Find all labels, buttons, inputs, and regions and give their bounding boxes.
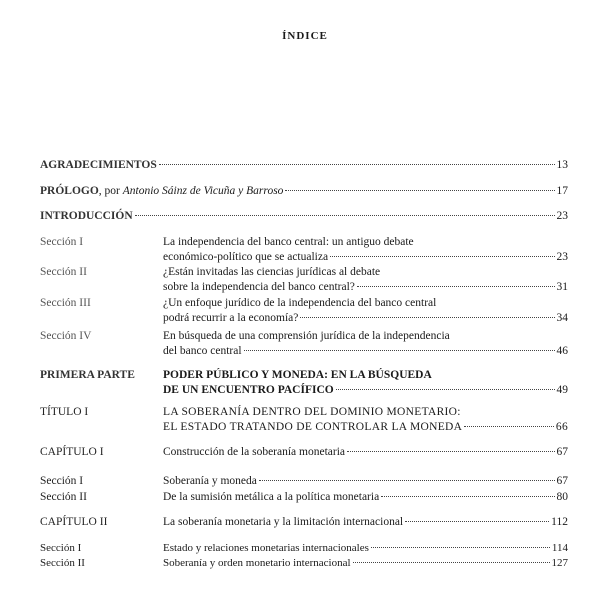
entry-line2: DE UN ENCUENTRO PACÍFICO xyxy=(163,384,334,396)
section-label: Sección I xyxy=(40,475,84,487)
section-label: Sección III xyxy=(40,297,91,309)
page-number: 17 xyxy=(556,185,568,197)
entry-text: PRÓLOGO xyxy=(40,185,99,197)
page-number: 49 xyxy=(556,384,568,396)
page-number: 34 xyxy=(556,312,568,324)
dot-leader xyxy=(464,426,554,427)
dot-leader xyxy=(259,480,555,481)
entry-line2: del banco central xyxy=(163,345,242,357)
dot-leader xyxy=(300,317,554,318)
page-number: 127 xyxy=(551,557,568,569)
page-number: 66 xyxy=(555,421,568,433)
entry-line1: LA SOBERANÍA DENTRO DEL DOMINIO MONETARIO: xyxy=(163,406,461,418)
section-label: Sección IV xyxy=(40,330,92,342)
page-title: ÍNDICE xyxy=(282,30,328,42)
section-label: Sección II xyxy=(40,491,87,503)
dot-leader xyxy=(353,562,550,563)
dot-leader xyxy=(381,496,554,497)
entry-line1: La independencia del banco central: un antiguo debate xyxy=(163,236,414,248)
dot-leader xyxy=(159,164,555,165)
entry-author: Antonio Sáinz de Vicuña y Barroso xyxy=(122,185,284,197)
page-number: 67 xyxy=(556,446,568,458)
dot-leader xyxy=(371,547,550,548)
entry-line1: ¿Un enfoque jurídico de la independencia del banco central xyxy=(163,297,437,309)
entry-by: , por xyxy=(98,185,123,197)
page-number: 114 xyxy=(551,542,568,554)
entry-text: Soberanía y orden monetario internacional xyxy=(163,557,351,569)
page-number: 46 xyxy=(556,345,568,357)
chapter-label: CAPÍTULO II xyxy=(40,516,108,528)
entry-text: INTRODUCCIÓN xyxy=(40,210,133,222)
dot-leader xyxy=(405,521,549,522)
entry-text: Soberanía y moneda xyxy=(163,475,257,487)
page-number: 67 xyxy=(556,475,568,487)
page-number: 31 xyxy=(556,281,568,293)
section-label: Sección II xyxy=(40,266,87,278)
dot-leader xyxy=(330,256,554,257)
entry-line2: podrá recurrir a la economía? xyxy=(163,312,299,324)
dot-leader xyxy=(336,389,555,390)
entry-line1: ¿Están invitadas las ciencias jurídicas al debate xyxy=(163,266,381,278)
page-number: 23 xyxy=(556,210,568,222)
page-number: 112 xyxy=(551,516,568,528)
page-number: 80 xyxy=(556,491,568,503)
entry-text: La soberanía monetaria y la limitación internacional xyxy=(163,516,404,528)
entry-line1: En búsqueda de una comprensión jurídica de la independencia xyxy=(163,330,450,342)
page-number: 23 xyxy=(556,251,568,263)
entry-line2: económico-político que se actualiza xyxy=(163,251,329,263)
entry-line1: PODER PÚBLICO Y MONEDA: EN LA BÚSQUEDA xyxy=(163,369,432,381)
part-label: PRIMERA PARTE xyxy=(40,369,135,381)
dot-leader xyxy=(285,190,554,191)
dot-leader xyxy=(347,451,554,452)
dot-leader xyxy=(357,286,555,287)
chapter-label: CAPÍTULO I xyxy=(40,446,104,458)
entry-line2: EL ESTADO TRATANDO DE CONTROLAR LA MONEDA xyxy=(163,421,463,433)
entry-text: AGRADECIMIENTOS xyxy=(40,159,157,171)
entry-text: De la sumisión metálica a la política monetaria xyxy=(163,491,380,503)
dot-leader xyxy=(135,215,555,216)
page-number: 13 xyxy=(556,159,568,171)
entry-line2: sobre la independencia del banco central? xyxy=(163,281,355,293)
title-label: TÍTULO I xyxy=(40,406,89,418)
section-label: Sección I xyxy=(40,236,84,248)
section-label: Sección II xyxy=(40,557,85,569)
entry-text: Estado y relaciones monetarias internacionales xyxy=(163,542,369,554)
dot-leader xyxy=(244,350,555,351)
section-label: Sección I xyxy=(40,542,82,554)
entry-text: Construcción de la soberanía monetaria xyxy=(163,446,346,458)
